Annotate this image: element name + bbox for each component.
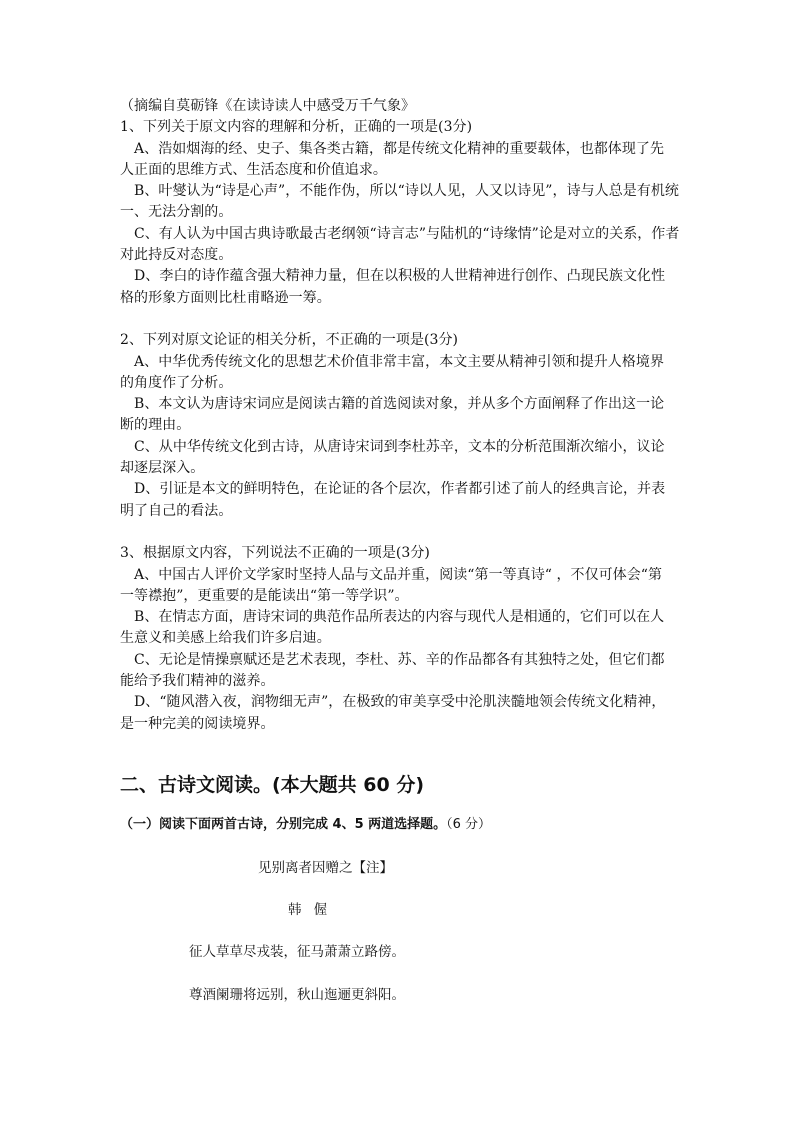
sub-heading-instruction: （一）阅读下面两首古诗，分别完成 4、5 两道选择题。: [120, 817, 447, 832]
sub-heading: [120, 815, 491, 835]
spacer: [120, 309, 676, 330]
question-title: 1、下列关于原文内容的理解和分析，正确的一项是(3分): [120, 119, 473, 136]
option-d: D、“随风潜入夜，润物细无声”，在极致的审美享受中沦肌浃髓地领会传统文化精神， 是一种完美的阅读境界。: [120, 694, 666, 732]
option-b: B、本文认为唐诗宋词应是阅读古籍的首选阅读对象，并从多个方面阐释了作出这一论 断的理由。: [120, 396, 665, 434]
sub-heading-points: （6 分）: [446, 817, 492, 832]
source-note: （摘编自莫砺锋《在读诗读人中感受万千气象》: [120, 98, 416, 114]
option-c: C、无论是情操禀赋还是艺术表现，李杜、苏、辛的作品都各有其独特之处，但它们都 能给予我们精神的滋养。: [120, 651, 665, 690]
reading-comprehension-questions: [120, 96, 680, 735]
question-1: [120, 117, 680, 309]
question-title: 3、根据原文内容，下列说法不正确的一项是(3分): [120, 545, 430, 562]
option-a: A、中国古人评价文学家时坚持人品与文品并重，阅读“第一等真诗“ ，不仅可体会“第 一等襟抱”，更重要的是能读出“第一等学识”。: [120, 566, 663, 604]
option-b: B、在情志方面，唐诗宋词的典范作品所表达的内容与现代人是相通的，它们可以在人 生意义和美感上给我们许多启迪。: [120, 609, 665, 647]
option-c: C、从中华传统文化到古诗，从唐诗宋词到李杜苏辛，文本的分析范围渐次缩小，议论 却逐层深入。: [120, 438, 665, 477]
option-c: C、有人认为中国古典诗歌最古老纲领“诗言志”与陆机的“诗缘情”论是对立的关系，作者 对此持反对态度。: [120, 225, 680, 264]
option-a: A、浩如烟海的经、史子、集各类古籍，都是传统文化精神的重要载体，也都体现了先 人正面的思维方式、生活态度和价值追求。: [120, 140, 665, 178]
poem-line-2: 尊酒阑珊将远别，秋山迤逦更斜阳。: [189, 987, 405, 1003]
question-2: [120, 330, 676, 522]
option-d: D、引证是本文的鲜明特色，在论证的各个层次，作者都引述了前人的经典言论，并表 明了自己的看法。: [120, 481, 666, 519]
question-title: 2、下列对原文论证的相关分析，不正确的一项是(3分): [120, 332, 459, 349]
poem-line-1: 征人草草尽戎装，征马萧萧立路傍。: [189, 944, 405, 960]
spacer: [120, 522, 676, 543]
section-heading: 二、古诗文阅读。(本大题共 60 分): [120, 774, 425, 796]
option-d: D、李白的诗作蕴含强大精神力量，但在以积极的人世精神进行创作、凸现民族文化性 格的形象方面则比杜甫略逊一筹。: [120, 268, 666, 306]
poem-author: 韩 偓: [288, 902, 332, 918]
option-a: A、中华优秀传统文化的思想艺术价值非常丰富，本文主要从精神引领和提升人格境界 的角度作了分析。: [120, 353, 665, 391]
poem-title: 见别离者因赠之【注】: [258, 860, 393, 876]
option-b: B、叶燮认为“诗是心声”，不能作伪，所以“诗以人见，人又以诗见”，诗与人总是有机统 一、无法分割的。: [120, 183, 679, 221]
question-3: [120, 543, 676, 735]
